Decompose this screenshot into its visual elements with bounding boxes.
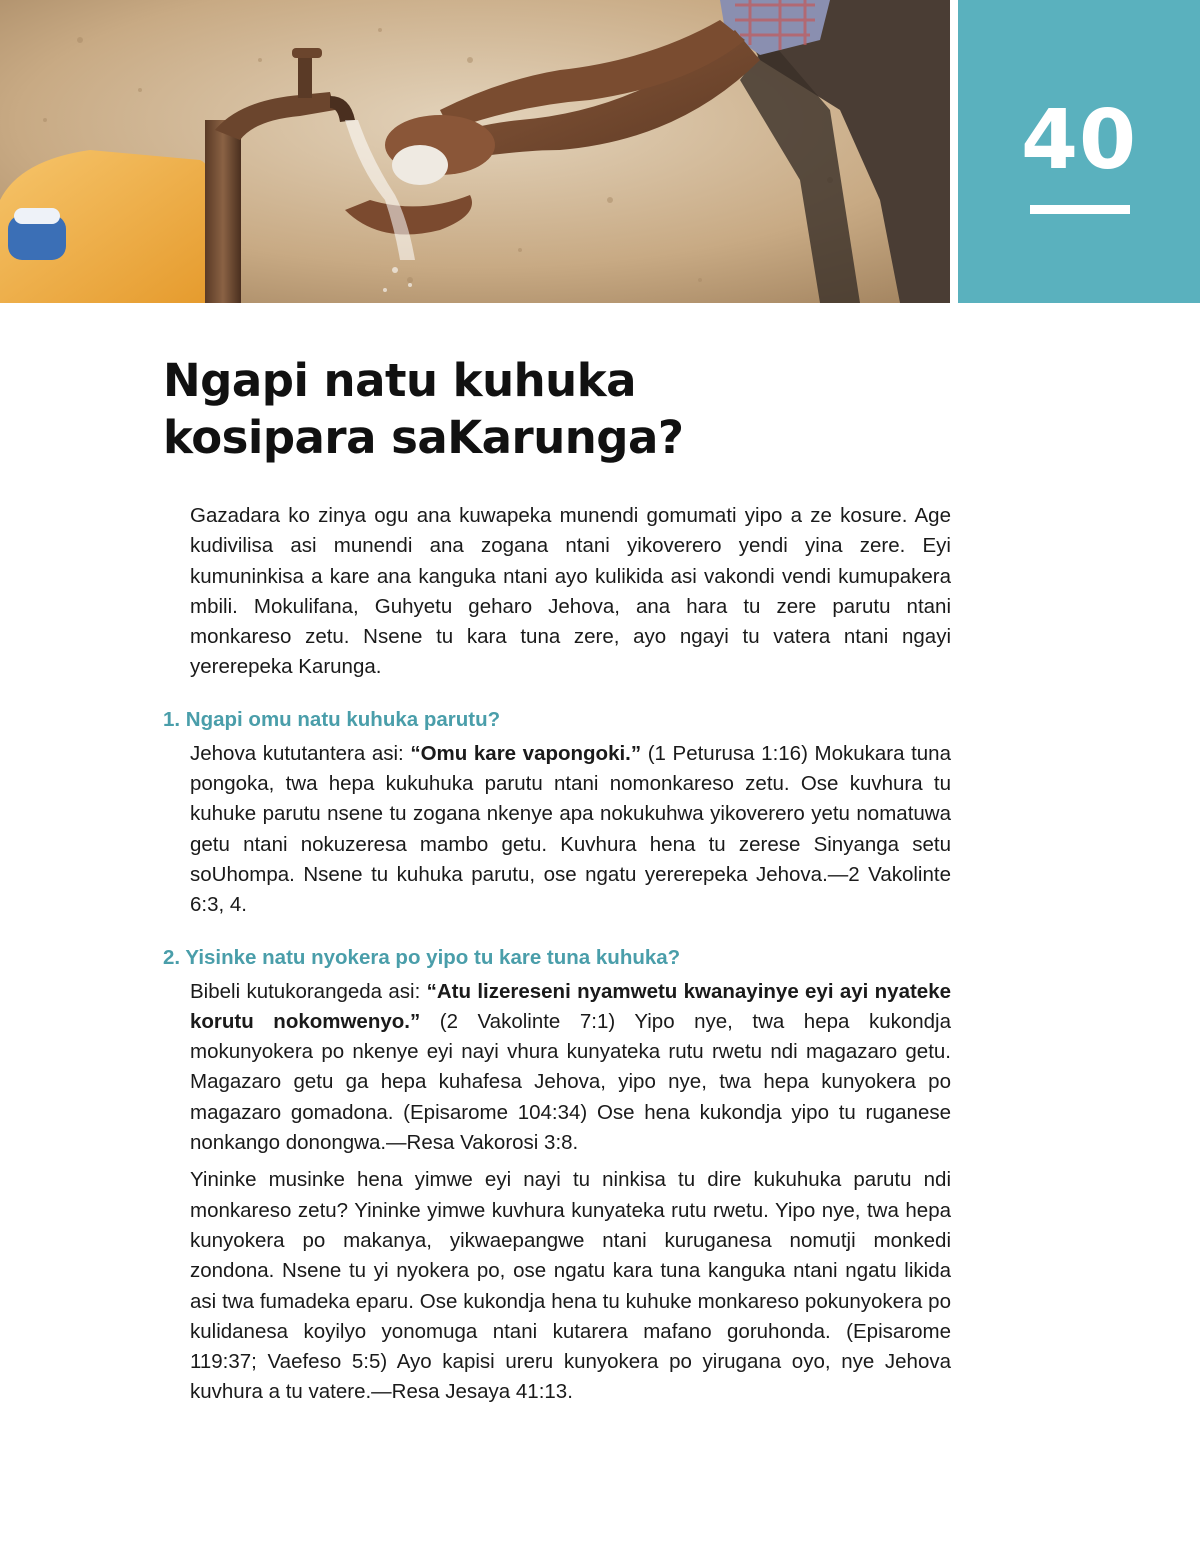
section-2 <box>163 943 951 1408</box>
hand-washing-illustration <box>0 0 950 303</box>
section-2-scripture-quote: “Atu lizereseni nyamwetu kwanayinye eyi ayi nyateke korutu nokomwenyo.” <box>190 979 951 1033</box>
section-1 <box>163 705 951 921</box>
section-2-paragraph-1 <box>190 977 951 1159</box>
lesson-number: 40 <box>1020 93 1138 188</box>
lesson-number-underline <box>1030 205 1130 214</box>
section-2-text-rest: (2 Vakolinte 7:1) Yipo nye, twa hepa kukondja mokunyokera po nkenye eyi nayi vhura kunyateka rutu rwetu ndi magazaro getu. Magazaro getu ga hepa kuhafesa Jehova, yipo nye, twa hepa kunyokera po magazaro gomadona. (Episarome 104:34) Ose hena kukondja yipo tu ruganese nonkango donongwa.—Resa Vakorosi 3:8. <box>190 1009 951 1155</box>
section-2-paragraph-2: Yininke musinke hena yimwe eyi nayi tu ninkisa tu dire kukuhuka parutu ndi monkareso zetu? Yininke yimwe kuvhura kunyateka rutu rwetu. Yipo nye, twa hepa kunyokera po makanya, yikwaepangwe ntani kuruganesa nomutji monkedi zondona. Nsene tu yi nyokera po, ose ngatu kara tuna kanguka ntani ngatu likida asi twa fumadeka eparu. Ose kukondja hena tu kuhuke monkareso pokunyokera po kulidanesa koyilyo yonomuga ntani kutarera mafano goruhonda. (Episarome 119:37; Vaefeso 5:5) Ayo kapisi ureru kunyokera po yirugana oyo, nye Jehova kuvhura a tu vatere.—Resa Jesaya 41:13. <box>190 1168 951 1404</box>
section-1-text-rest: (1 Peturusa 1:16) Mokukara tuna pongoka, twa hepa kukuhuka parutu ntani nomonkareso zetu. Ose kuvhura tu kuhuke parutu nsene tu zogana nkenye apa nokukuhwa yikoverero yetu nomatuwa getu ntani nokuzeresa mambo getu. Kuvhura hena tu zerese Sinyanga setu soUhompa. Nsene tu kuhuka parutu, ose ngatu yererepeka Jehova.—2 Vakolinte 6:3, 4. <box>190 741 951 917</box>
section-1-question: 1. Ngapi omu natu kuhuka parutu? <box>163 707 501 731</box>
lesson-body <box>163 501 951 1415</box>
section-1-scripture-quote: “Omu kare vapongoki.” <box>410 741 642 765</box>
header-photo <box>0 0 950 303</box>
page-title-line-2: kosipara saKarunga? <box>163 411 684 464</box>
section-2-question: 2. Yisinke natu nyokera po yipo tu kare tuna kuhuka? <box>163 945 681 969</box>
page-title-line-1: Ngapi natu kuhuka <box>163 354 636 407</box>
section-1-text-lead: Jehova kututantera asi: <box>190 741 411 765</box>
page-title <box>163 352 923 466</box>
section-2-text-lead: Bibeli kutukorangeda asi: <box>190 979 427 1003</box>
lesson-number-box <box>958 0 1200 303</box>
section-1-paragraph <box>190 739 951 921</box>
intro-paragraph: Gazadara ko zinya ogu ana kuwapeka munendi gomumati yipo a ze kosure. Age kudivilisa asi munendi ana zogana ntani yikoverero yendi yina zere. Eyi kumuninkisa a kare ana kanguka ntani ayo kulikida asi vakondi vendi kumupakera mbili. Mokulifana, Guhyetu geharo Jehova, ana hara tu zere parutu ntani monkareso zetu. Nsene tu kara tuna zere, ayo ngayi tu vatera ntani ngayi yererepeka Karunga. <box>190 504 951 679</box>
